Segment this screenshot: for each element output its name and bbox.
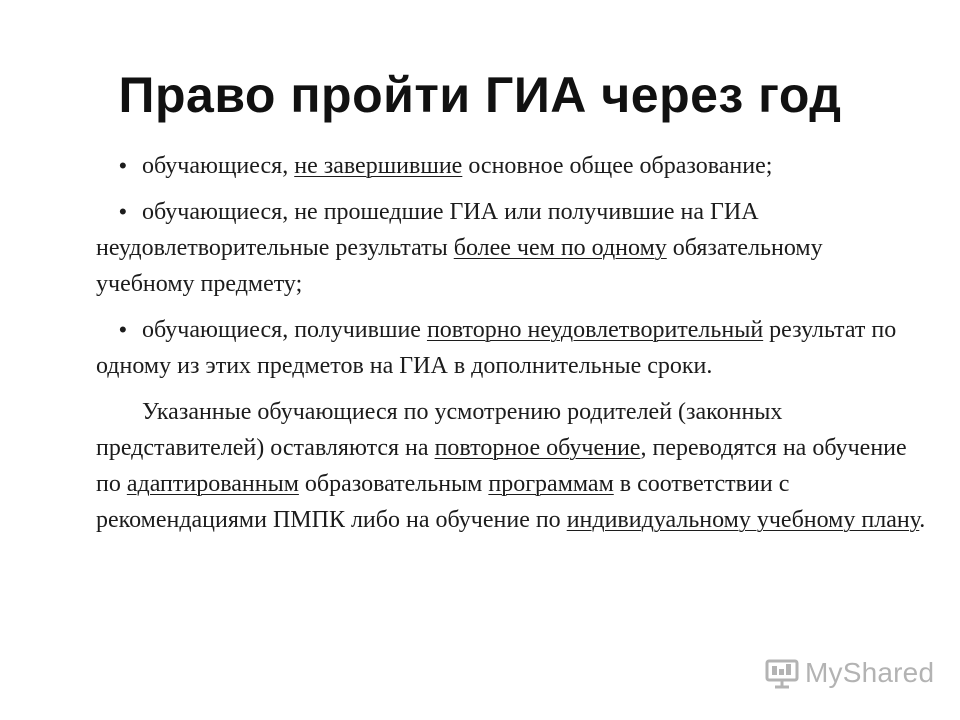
bullet-icon: •: [119, 199, 127, 224]
watermark-text: MyShared: [805, 657, 935, 688]
item-underlined-text: не завершившие: [294, 153, 463, 179]
paragraph-text: .: [919, 507, 926, 533]
body-paragraph: [96, 394, 926, 538]
list-item: [96, 312, 926, 384]
item-underlined-text: более чем по одному: [453, 235, 667, 261]
bullet-icon: •: [119, 153, 127, 178]
item-text: обучающиеся,: [142, 153, 295, 179]
watermark-logo: [765, 653, 934, 693]
paragraph-underlined-text: повторное обучение: [434, 435, 641, 461]
slide-content: [96, 148, 926, 538]
paragraph-text: , переводятся на обучение по: [96, 435, 907, 497]
item-text: основное общее образование;: [462, 153, 773, 179]
paragraph-underlined-text: программам: [488, 471, 614, 497]
bullet-icon: •: [119, 317, 127, 342]
slide-title: Право пройти ГИА через год: [118, 67, 842, 123]
list-item: [96, 148, 926, 184]
item-text: результат по одному из этих предметов на ГИА в дополнительные сроки.: [96, 317, 897, 379]
paragraph-text: Указанные обучающиеся по усмотрению родителей (законных представителей) оставляются на: [96, 399, 783, 461]
list-item: [96, 194, 926, 302]
paragraph-text: в соответствии с рекомендациями ПМПК либо на обучение по: [96, 471, 790, 533]
item-text: обучающиеся, получившие: [142, 317, 427, 343]
paragraph-underlined-text: адаптированным: [126, 471, 299, 497]
item-underlined-text: повторно неудовлетворительный: [426, 317, 764, 343]
paragraph-text: образовательным: [298, 471, 489, 497]
item-text: обучающиеся, не прошедшие ГИА или получившие на ГИА неудовлетворительные результаты: [96, 199, 759, 261]
item-text: обязательному учебному предмету;: [96, 235, 823, 297]
presentation-board-icon: [765, 656, 799, 690]
paragraph-underlined-text: индивидуальному учебному плану: [566, 507, 920, 533]
